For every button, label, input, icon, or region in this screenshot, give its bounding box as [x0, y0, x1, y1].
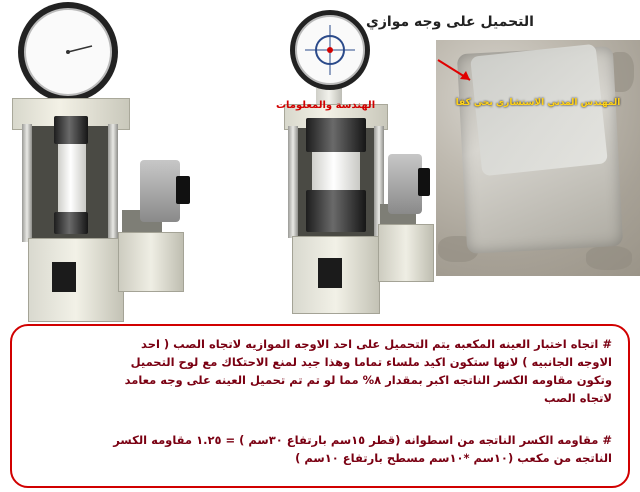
paragraph-2-line-2: الناتجه من مكعب (١٠سم *١٠سم مسطح بارتفاع ١٠سم ) [295, 451, 612, 465]
machine-watermark-label: الهندسة والمعلومات [276, 100, 376, 111]
paragraph-1-line-3: وتكون مقاومه الكسر الناتجه اكبر بمقدار ٨% مما لو تم تم تحميل العينه على وجه معامد [124, 373, 612, 387]
paragraph-1-line-1: # اتجاه اختبار العينه المكعبه يتم التحميل على احد الاوجه الموازيه لاتجاه الصب ( احد [141, 337, 612, 351]
photo-title: التحميل على وجه موازي [366, 14, 534, 30]
lower-platen [54, 212, 88, 234]
base-slot [318, 258, 342, 288]
frame-column [108, 124, 118, 242]
gauge-face [24, 8, 112, 96]
pressure-gauge [18, 2, 118, 102]
gauge-needle [26, 10, 110, 94]
cube-sample-photo [436, 40, 640, 276]
frame-column [22, 124, 32, 242]
machine-base [28, 238, 124, 322]
base-slot [52, 262, 76, 292]
cube-sample [312, 152, 360, 190]
electric-motor [140, 160, 180, 222]
upper-platen [54, 116, 88, 144]
frame-column [288, 126, 298, 238]
gauge-face [295, 15, 365, 85]
rubble [586, 246, 632, 270]
lower-platen [306, 190, 366, 232]
paragraph-2-line-1: # مقاومه الكسر الناتجه من اسطوانه (قطر ١٥سم بارتفاع ٣٠سم ) = ١.٢٥ مقاومه الكسر [113, 433, 612, 447]
hydraulic-unit [118, 232, 184, 292]
paragraph-1-line-2: الاوجه الجانبيه ) لانها ستكون اكيد ملساء تماما وهذا جيد لمنع الاحتكاك مع لوح التحميل [130, 355, 612, 369]
motor-cap [418, 168, 430, 196]
photo-watermark-note: المهندس المدني الاستشاري يحي كفا [455, 98, 621, 108]
pressure-gauge [290, 10, 370, 90]
upper-platen [306, 118, 366, 152]
gauge-dial [297, 17, 363, 83]
motor-cap [176, 176, 190, 204]
electric-motor [388, 154, 422, 214]
description-box [10, 324, 630, 488]
cylinder-sample [58, 144, 86, 214]
hydraulic-unit [378, 224, 434, 282]
paragraph-1-line-4: لاتجاه الصب [543, 391, 612, 405]
